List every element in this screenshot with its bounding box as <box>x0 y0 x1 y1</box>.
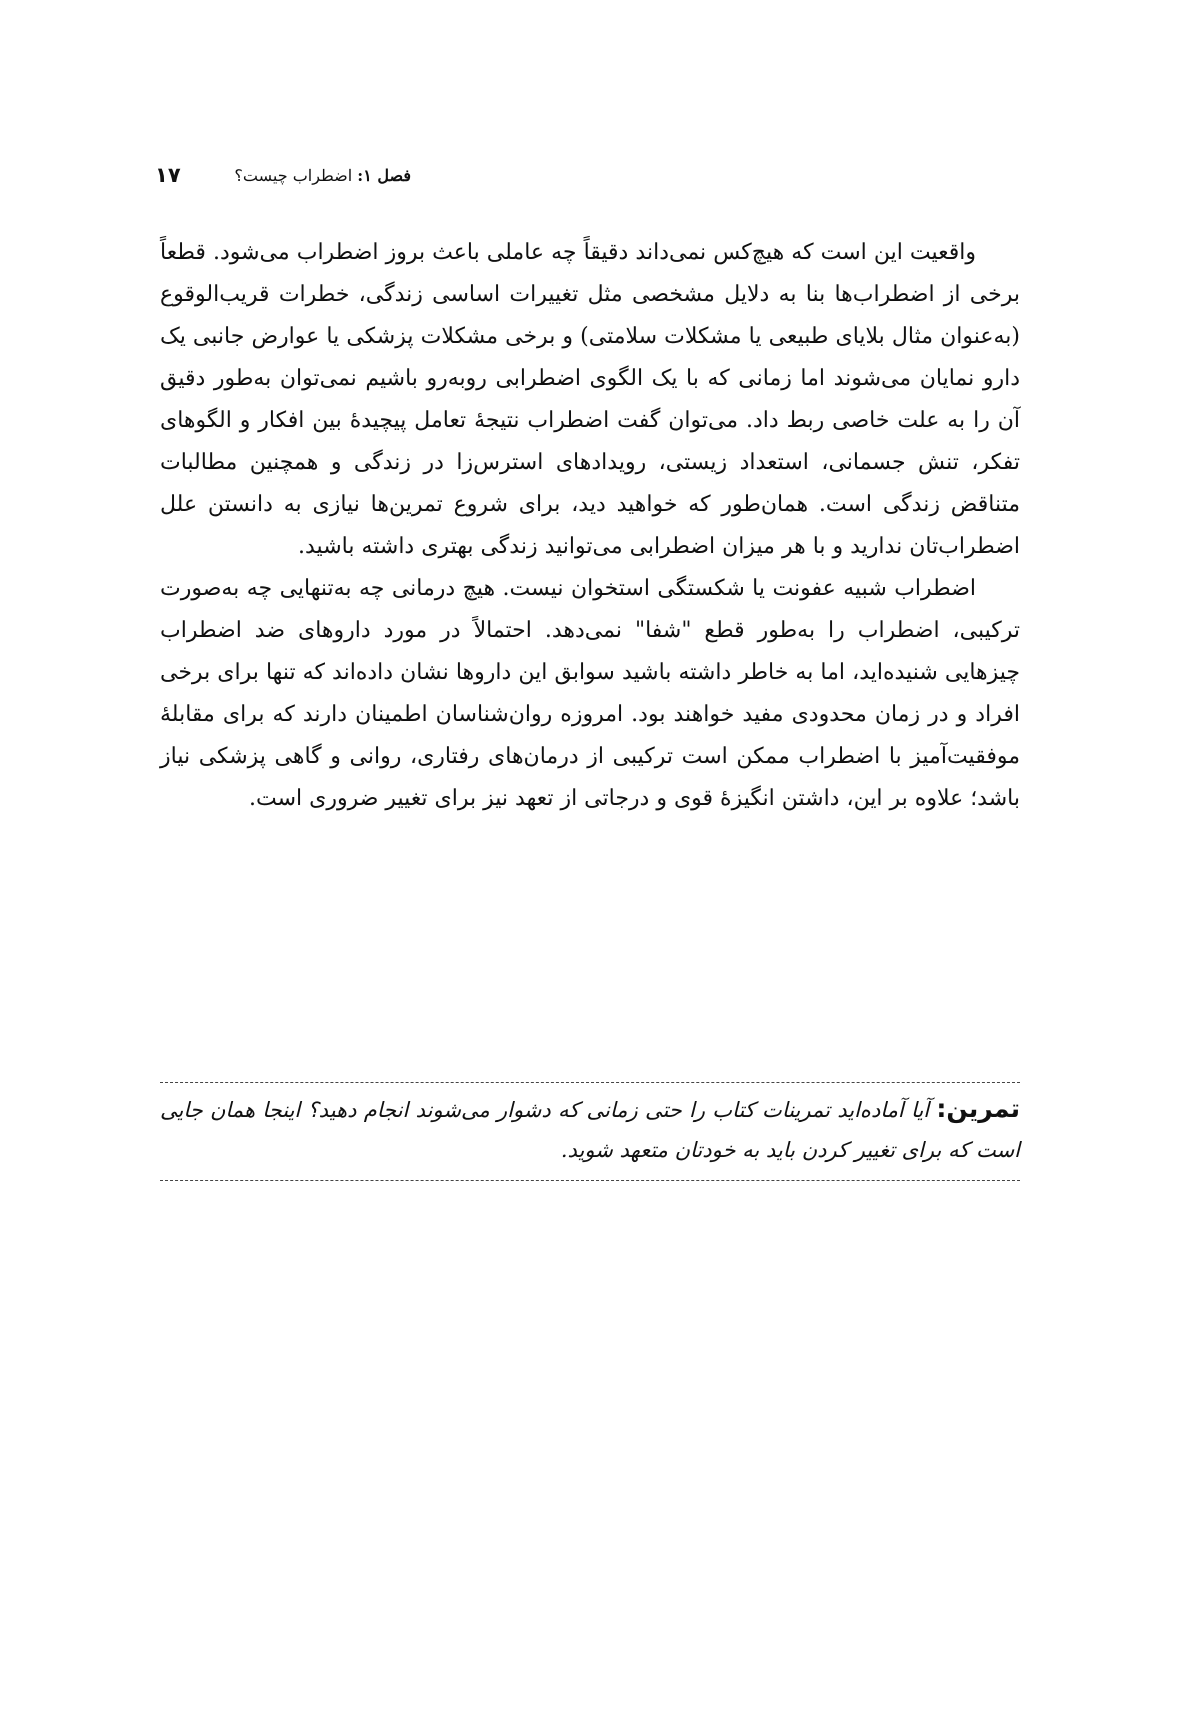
running-header <box>155 160 411 190</box>
page-number: ۱۷ <box>155 163 181 187</box>
body-text <box>160 232 1020 820</box>
paragraph-1: واقعیت این است که هیچ‌کس نمی‌داند دقیقاً چه عاملی باعث بروز اضطراب می‌شود. قطعاً برخی از اضطراب‌ها بنا به دلایل مشخصی مثل تغییرات اساسی زندگی، خطرات قریب‌الوقوع (به‌عنوان مثال بلایای طبیعی یا مشکلات سلامتی) و برخی مشکلات پزشکی یا عوارض جانبی یک دارو نمایان می‌شوند اما زمانی که با یک الگوی اضطرابی روبه‌رو باشیم نمی‌توان به‌طور دقیق آن را به علت خاصی ربط داد. می‌توان گفت اضطراب نتیجهٔ تعامل پیچیدهٔ بین افکار و الگوهای تفکر، تنش جسمانی، استعداد زیستی، رویدادهای استرس‌زا در زندگی و همچنین مطالبات متناقض زندگی است. همان‌طور که خواهید دید، برای شروع تمرین‌ها نیازی به دانستن علل اضطراب‌تان ندارید و با هر میزان اضطرابی می‌توانید زندگی بهتری داشته باشید. <box>160 240 1020 559</box>
chapter-title <box>234 166 411 185</box>
chapter-label: فصل ۱: <box>357 165 411 185</box>
exercise-text <box>160 1089 1020 1170</box>
paragraph-2: اضطراب شبیه عفونت یا شکستگی استخوان نیست. هیچ درمانی چه به‌تنهایی چه به‌صورت ترکیبی، اضطراب را به‌طور قطع "شفا" نمی‌دهد. احتمالاً در مورد داروهای ضد اضطراب چیزهایی شنیده‌اید، اما به خاطر داشته باشید سوابق این داروها نشان داده‌اند که تنها برای برخی افراد و در زمان محدودی مفید خواهند بود. امروزه روان‌شناسان اطمینان دارند که برای مقابلهٔ موفقیت‌آمیز با اضطراب ممکن است ترکیبی از درمان‌های رفتاری، روانی و گاهی پزشکی نیاز باشد؛ علاوه بر این، داشتن انگیزهٔ قوی و درجاتی از تعهد نیز برای تغییر ضروری است. <box>160 576 1020 811</box>
exercise-box <box>160 1082 1020 1181</box>
exercise-label: تمرین: <box>936 1094 1020 1123</box>
chapter-title-text: اضطراب چیست؟ <box>234 165 353 185</box>
exercise-body: آیا آماده‌اید تمرینات کتاب را حتی زمانی که دشوار می‌شوند انجام دهید؟ اینجا همان جایی است که برای تغییر کردن باید به خودتان متعهد شوید. <box>160 1098 1020 1162</box>
